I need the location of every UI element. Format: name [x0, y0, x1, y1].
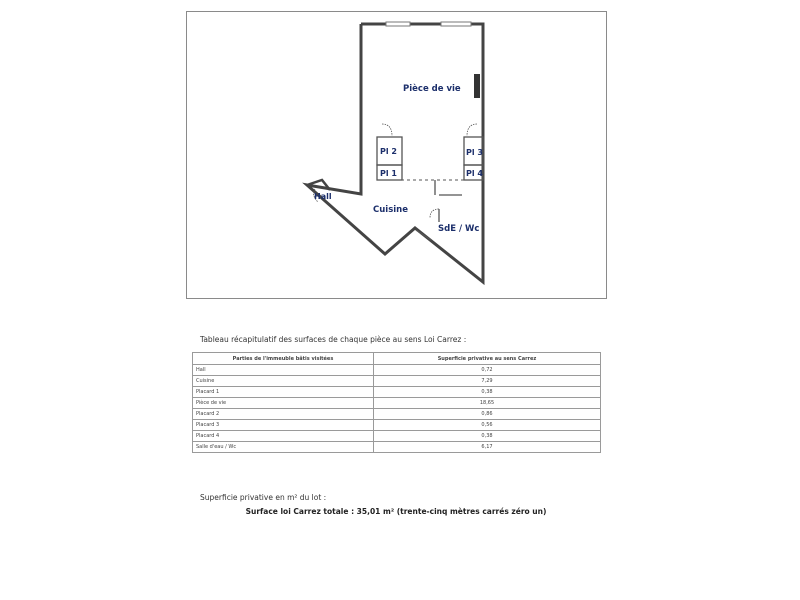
floor-plan: [186, 11, 607, 299]
table-row: [193, 387, 601, 398]
row-value: 7,29: [374, 376, 601, 387]
radiator: [474, 74, 480, 98]
room-label-pl2: Pl 2: [380, 147, 397, 156]
row-value: 0,38: [374, 387, 601, 398]
table-row: [193, 442, 601, 453]
room-label-piece-de-vie: Pièce de vie: [403, 84, 461, 94]
room-label-pl1: Pl 1: [380, 169, 397, 178]
room-label-hall: Hall: [314, 192, 332, 201]
table-intro: Tableau récapitulatif des surfaces de chaque pièce au sens Loi Carrez :: [200, 335, 467, 344]
area-table: [192, 352, 601, 453]
row-value: 18,65: [374, 398, 601, 409]
table-row: [193, 431, 601, 442]
table-row: [193, 398, 601, 409]
row-value: 0,56: [374, 420, 601, 431]
summary-total-wrapper: [0, 507, 800, 516]
header-parts: Parties de l'immeuble bâtis visitées: [193, 353, 374, 365]
table-row: [193, 409, 601, 420]
summary-total: Surface loi Carrez totale : 35,01 m² (trente-cinq mètres carrés zéro un): [245, 507, 547, 516]
table-row: [193, 420, 601, 431]
floor-plan-drawing: [187, 12, 608, 300]
row-value: 6,17: [374, 442, 601, 453]
table-row: [193, 376, 601, 387]
row-name: Placard 4: [193, 431, 374, 442]
row-value: 0,72: [374, 365, 601, 376]
row-name: Salle d'eau / Wc: [193, 442, 374, 453]
header-surface: Superficie privative au sens Carrez: [374, 353, 601, 365]
table-header-row: [193, 353, 601, 365]
room-label-pl4: Pl 4: [466, 169, 483, 178]
room-label-sde: SdE / Wc: [438, 224, 480, 234]
row-name: Placard 3: [193, 420, 374, 431]
row-value: 0,38: [374, 431, 601, 442]
room-label-pl3: Pl 3: [466, 148, 483, 157]
row-value: 0,86: [374, 409, 601, 420]
row-name: Hall: [193, 365, 374, 376]
row-name: Placard 1: [193, 387, 374, 398]
room-label-cuisine: Cuisine: [373, 205, 408, 215]
row-name: Cuisine: [193, 376, 374, 387]
table-row: [193, 365, 601, 376]
row-name: Placard 2: [193, 409, 374, 420]
row-name: Pièce de vie: [193, 398, 374, 409]
summary-label: Superficie privative en m² du lot :: [200, 493, 327, 502]
